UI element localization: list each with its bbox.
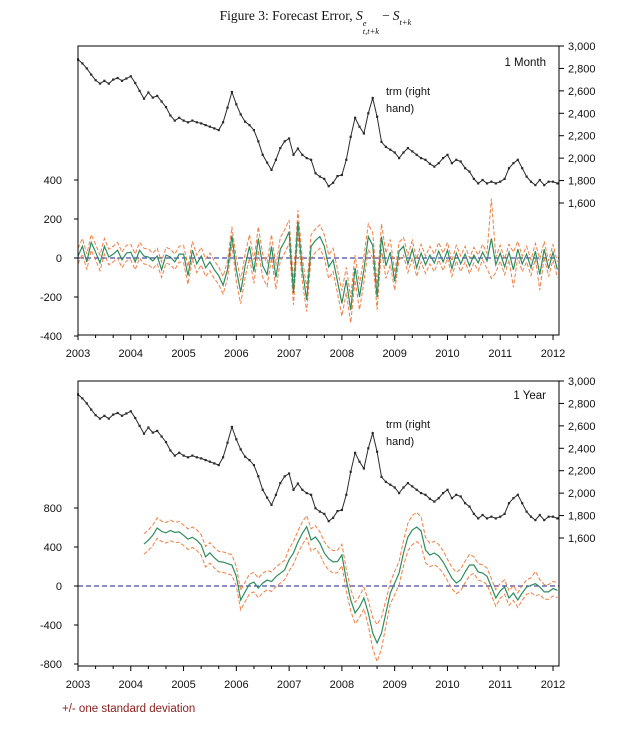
band-upper-line [78, 199, 557, 298]
right-tick-label: 2,600 [568, 420, 596, 433]
x-tick-label: 2005 [171, 348, 196, 360]
left-tick-label: 0 [55, 581, 62, 593]
trm-annotation-line: trm (right [386, 86, 430, 98]
band-lower-line [78, 234, 557, 323]
x-tick-label: 2011 [488, 679, 513, 691]
left-axis [40, 503, 78, 671]
x-tick-label: 2005 [171, 679, 196, 691]
right-tick-label: 1,600 [568, 198, 596, 210]
title-operator: − [382, 8, 390, 23]
trm-line [78, 60, 557, 187]
title-term2: S [392, 8, 400, 23]
right-tick-label: 2,000 [568, 488, 596, 501]
right-tick-label: 3,000 [568, 41, 596, 53]
trm-annotation-line: hand) [386, 103, 415, 115]
forecast-error-line [144, 527, 557, 643]
x-tick-label: 2008 [329, 679, 355, 691]
panel-border [78, 381, 559, 666]
right-tick-label: 2,000 [568, 153, 596, 166]
band-upper-line [144, 512, 557, 624]
x-tick-label: 2010 [435, 679, 460, 691]
x-tick-label: 2007 [276, 348, 302, 360]
right-tick-label: 2,800 [568, 398, 596, 411]
left-tick-label: -400 [39, 331, 62, 343]
x-tick-label: 2006 [224, 348, 249, 360]
left-axis [40, 175, 78, 343]
right-tick-label: 2,800 [568, 63, 596, 76]
title-term1: S [355, 8, 363, 23]
x-tick-label: 2007 [276, 679, 302, 691]
x-tick-label: 2006 [224, 679, 249, 691]
right-tick-label: 2,600 [568, 85, 596, 98]
title-term1-sup: e [362, 18, 367, 28]
trm-markers [77, 58, 559, 187]
x-axis [66, 666, 566, 691]
right-tick-label: 1,800 [568, 175, 596, 188]
title-term2-sub: t+k [399, 17, 412, 27]
x-tick-label: 2011 [488, 348, 513, 360]
x-tick-label: 2003 [65, 679, 91, 691]
panel-1-month [40, 41, 596, 360]
right-tick-label: 2,200 [568, 130, 596, 143]
right-tick-label: 1,600 [568, 533, 596, 545]
left-tick-label: 0 [55, 253, 62, 265]
panel-label: 1 Month [504, 57, 546, 69]
panel-1-year [40, 376, 596, 691]
x-tick-label: 2009 [382, 348, 407, 360]
x-tick-label: 2012 [540, 679, 566, 691]
trm-annotation-line: trm (right [386, 419, 430, 431]
title-text: Figure 3: Forecast Error, [219, 8, 356, 23]
x-tick-label: 2010 [435, 348, 460, 360]
trm-line [78, 395, 557, 522]
x-tick-label: 2004 [118, 348, 144, 360]
panel-border [78, 46, 559, 335]
left-tick-label: -800 [39, 659, 62, 671]
left-tick-label: 200 [43, 214, 62, 226]
trm-markers [77, 393, 559, 522]
left-tick-label: 800 [43, 503, 62, 515]
left-tick-label: 400 [43, 175, 62, 187]
right-tick-label: 2,400 [568, 443, 596, 456]
right-tick-label: 3,000 [568, 376, 596, 388]
panel-label: 1 Year [513, 390, 546, 402]
x-tick-label: 2009 [382, 679, 407, 691]
left-tick-label: -400 [39, 620, 62, 632]
x-axis [66, 335, 566, 360]
x-tick-label: 2012 [540, 348, 566, 360]
std-dev-note: +/- one standard deviation [62, 703, 196, 715]
trm-annotation-line: hand) [386, 436, 415, 448]
x-tick-label: 2004 [118, 679, 144, 691]
right-axis [559, 376, 596, 545]
x-tick-label: 2008 [329, 348, 355, 360]
x-tick-label: 2003 [65, 348, 91, 360]
title-term1-sub: t,t+k [362, 25, 380, 36]
left-tick-label: 400 [43, 542, 62, 554]
right-axis [559, 41, 596, 210]
right-tick-label: 2,200 [568, 465, 596, 478]
right-tick-label: 2,400 [568, 108, 596, 121]
left-tick-label: -200 [39, 292, 62, 304]
right-tick-label: 1,800 [568, 510, 596, 523]
